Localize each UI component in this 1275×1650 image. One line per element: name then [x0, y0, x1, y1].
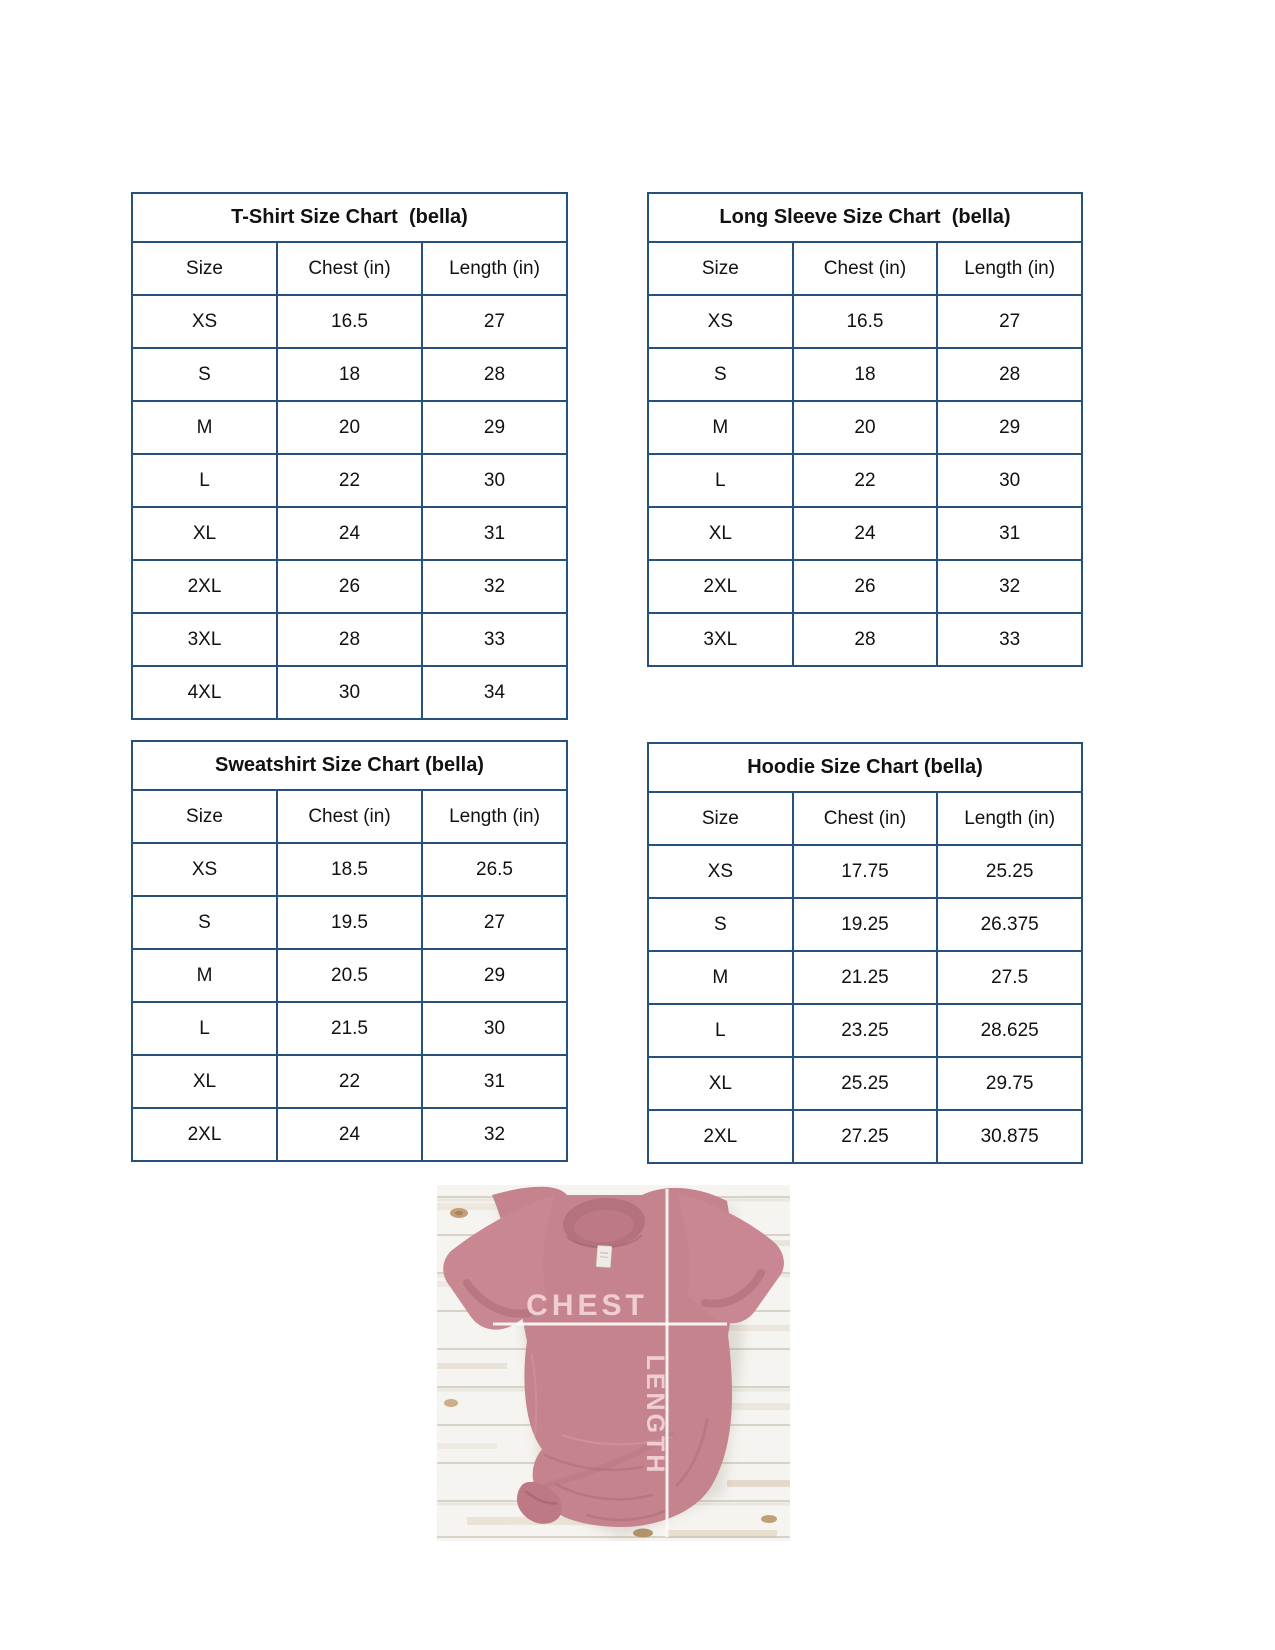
- length-cell: 30: [422, 454, 567, 507]
- size-row: [132, 613, 567, 666]
- size-row: [132, 1002, 567, 1055]
- tshirt-measurement-photo: [437, 1185, 790, 1541]
- column-header: Chest (in): [277, 242, 422, 295]
- chest-cell: 26: [277, 560, 422, 613]
- column-header: Size: [132, 790, 277, 843]
- size-row: [132, 560, 567, 613]
- size-cell: 2XL: [648, 1110, 793, 1163]
- column-header: Chest (in): [277, 790, 422, 843]
- column-header: Chest (in): [793, 792, 938, 845]
- size-row: [132, 949, 567, 1002]
- chest-cell: 26: [793, 560, 938, 613]
- length-cell: 34: [422, 666, 567, 719]
- length-cell: 30.875: [937, 1110, 1082, 1163]
- size-cell: M: [132, 401, 277, 454]
- column-header: Length (in): [937, 242, 1082, 295]
- length-cell: 27: [937, 295, 1082, 348]
- table-header-row: [132, 790, 567, 843]
- column-header: Size: [132, 242, 277, 295]
- chest-cell: 22: [277, 454, 422, 507]
- size-cell: S: [132, 348, 277, 401]
- size-row: [132, 1108, 567, 1161]
- size-cell: XL: [132, 507, 277, 560]
- size-row: [648, 560, 1082, 613]
- chest-cell: 19.25: [793, 898, 938, 951]
- size-cell: XS: [648, 295, 793, 348]
- length-cell: 29: [422, 949, 567, 1002]
- chest-cell: 30: [277, 666, 422, 719]
- length-cell: 31: [422, 1055, 567, 1108]
- size-row: [648, 951, 1082, 1004]
- hoodie-size-chart-table: [647, 742, 1083, 1164]
- tshirt-size-chart-table: [131, 192, 568, 720]
- size-cell: S: [132, 896, 277, 949]
- size-cell: 3XL: [132, 613, 277, 666]
- size-cell: L: [132, 1002, 277, 1055]
- length-cell: 32: [422, 560, 567, 613]
- long-sleeve-size-chart-table: [647, 192, 1083, 667]
- length-cell: 28: [422, 348, 567, 401]
- table-title: T-Shirt Size Chart (bella): [132, 193, 567, 242]
- size-cell: 2XL: [648, 560, 793, 613]
- chest-cell: 18: [793, 348, 938, 401]
- size-row: [132, 896, 567, 949]
- size-cell: M: [132, 949, 277, 1002]
- length-cell: 28: [937, 348, 1082, 401]
- chest-label: CHEST: [526, 1289, 648, 1322]
- chest-cell: 16.5: [277, 295, 422, 348]
- table-title-row: [648, 193, 1082, 242]
- table-title-row: [132, 741, 567, 790]
- size-row: [648, 348, 1082, 401]
- size-row: [132, 454, 567, 507]
- size-cell: L: [648, 454, 793, 507]
- length-cell: 27.5: [937, 951, 1082, 1004]
- size-cell: S: [648, 348, 793, 401]
- size-cell: XL: [648, 507, 793, 560]
- sweatshirt-size-chart-table: [131, 740, 568, 1162]
- chest-cell: 22: [793, 454, 938, 507]
- table-title-row: [648, 743, 1082, 792]
- table-header-row: [132, 242, 567, 295]
- size-row: [648, 1004, 1082, 1057]
- chest-cell: 18: [277, 348, 422, 401]
- length-label: LENGTH: [641, 1354, 669, 1476]
- chest-cell: 28: [277, 613, 422, 666]
- size-row: [648, 295, 1082, 348]
- size-cell: M: [648, 401, 793, 454]
- length-cell: 29.75: [937, 1057, 1082, 1110]
- chest-cell: 24: [277, 1108, 422, 1161]
- size-row: [132, 348, 567, 401]
- size-cell: XS: [132, 295, 277, 348]
- size-row: [132, 507, 567, 560]
- length-cell: 32: [422, 1108, 567, 1161]
- size-cell: S: [648, 898, 793, 951]
- chest-cell: 16.5: [793, 295, 938, 348]
- length-cell: 26.375: [937, 898, 1082, 951]
- size-row: [132, 666, 567, 719]
- table-title-row: [132, 193, 567, 242]
- chest-cell: 19.5: [277, 896, 422, 949]
- size-row: [648, 454, 1082, 507]
- length-cell: 31: [422, 507, 567, 560]
- chest-cell: 24: [793, 507, 938, 560]
- column-header: Size: [648, 792, 793, 845]
- chest-cell: 23.25: [793, 1004, 938, 1057]
- chest-cell: 28: [793, 613, 938, 666]
- length-cell: 27: [422, 295, 567, 348]
- length-cell: 33: [937, 613, 1082, 666]
- chest-cell: 20: [277, 401, 422, 454]
- length-cell: 26.5: [422, 843, 567, 896]
- chest-cell: 24: [277, 507, 422, 560]
- length-cell: 33: [422, 613, 567, 666]
- size-cell: 4XL: [132, 666, 277, 719]
- size-cell: 3XL: [648, 613, 793, 666]
- chest-cell: 17.75: [793, 845, 938, 898]
- size-cell: M: [648, 951, 793, 1004]
- size-cell: L: [648, 1004, 793, 1057]
- column-header: Size: [648, 242, 793, 295]
- length-cell: 25.25: [937, 845, 1082, 898]
- length-cell: 28.625: [937, 1004, 1082, 1057]
- size-cell: XS: [648, 845, 793, 898]
- size-row: [648, 401, 1082, 454]
- length-cell: 29: [422, 401, 567, 454]
- chest-cell: 27.25: [793, 1110, 938, 1163]
- size-row: [132, 401, 567, 454]
- size-cell: 2XL: [132, 1108, 277, 1161]
- size-row: [648, 1057, 1082, 1110]
- length-cell: 27: [422, 896, 567, 949]
- chest-cell: 21.25: [793, 951, 938, 1004]
- size-cell: 2XL: [132, 560, 277, 613]
- column-header: Chest (in): [793, 242, 938, 295]
- column-header: Length (in): [422, 242, 567, 295]
- length-cell: 30: [422, 1002, 567, 1055]
- length-cell: 32: [937, 560, 1082, 613]
- chest-cell: 20: [793, 401, 938, 454]
- table-title: Hoodie Size Chart (bella): [648, 743, 1082, 792]
- size-cell: XL: [132, 1055, 277, 1108]
- chest-cell: 21.5: [277, 1002, 422, 1055]
- length-cell: 29: [937, 401, 1082, 454]
- size-row: [648, 845, 1082, 898]
- column-header: Length (in): [937, 792, 1082, 845]
- chest-cell: 22: [277, 1055, 422, 1108]
- size-row: [648, 507, 1082, 560]
- size-row: [132, 1055, 567, 1108]
- table-title: Sweatshirt Size Chart (bella): [132, 741, 567, 790]
- chest-cell: 20.5: [277, 949, 422, 1002]
- size-row: [132, 843, 567, 896]
- table-header-row: [648, 792, 1082, 845]
- column-header: Length (in): [422, 790, 567, 843]
- table-header-row: [648, 242, 1082, 295]
- size-row: [648, 613, 1082, 666]
- size-cell: XS: [132, 843, 277, 896]
- size-cell: XL: [648, 1057, 793, 1110]
- length-cell: 30: [937, 454, 1082, 507]
- neck-label-tag: [596, 1246, 611, 1268]
- size-row: [648, 1110, 1082, 1163]
- tshirt-measurement-illustration: [437, 1185, 790, 1541]
- chest-cell: 18.5: [277, 843, 422, 896]
- chest-cell: 25.25: [793, 1057, 938, 1110]
- length-cell: 31: [937, 507, 1082, 560]
- size-cell: L: [132, 454, 277, 507]
- size-row: [648, 898, 1082, 951]
- size-row: [132, 295, 567, 348]
- table-title: Long Sleeve Size Chart (bella): [648, 193, 1082, 242]
